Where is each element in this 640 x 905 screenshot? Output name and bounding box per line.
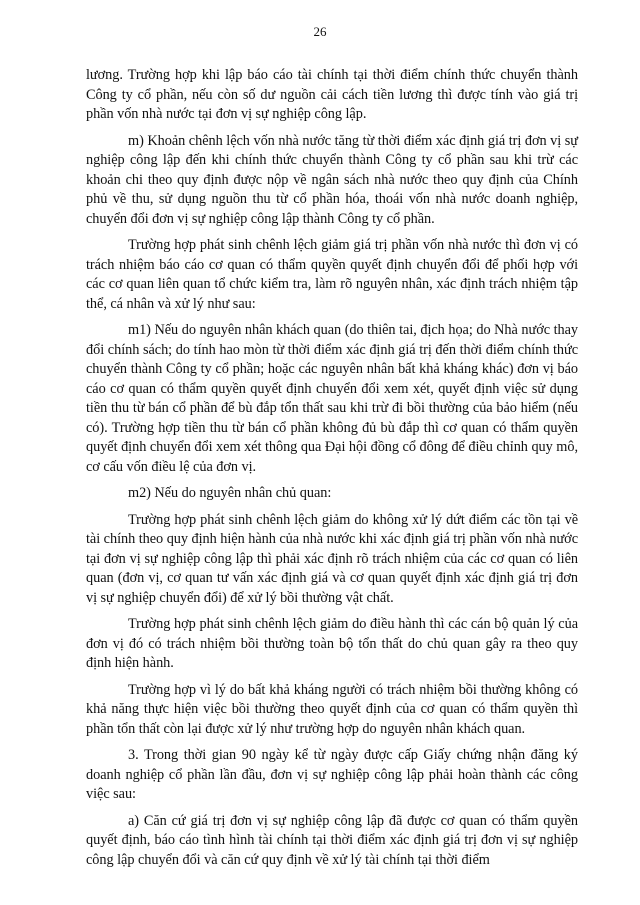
paragraph-section-3: 3. Trong thời gian 90 ngày kể từ ngày được cấp Giấy chứng nhận đăng ký doanh nghiệp cổ phần lần đầu, đơn vị sự nghiệp công lập phải hoàn thành các công việc sau:	[86, 747, 578, 802]
paragraph-decrease-case: Trường hợp phát sinh chênh lệch giảm giá trị phần vốn nhà nước thì đơn vị có trách nhiệm báo cáo cơ quan có thẩm quyền quyết định chuyển đổi để phối hợp với các cơ quan liên quan tổ chức kiểm tra, làm rõ nguyên nhân, xác định trách nhiệm tập thể, cá nhân và xử lý như sau:	[86, 237, 578, 312]
paragraph-force-majeure: Trường hợp vì lý do bất khả kháng người có trách nhiệm bồi thường không có khả năng thực hiện việc bồi thường theo quyết định của cơ quan có thẩm quyền thì phần tổn thất còn lại được xử lý như trường hợp do nguyên nhân khách quan.	[86, 681, 578, 737]
paragraph-management-decrease: Trường hợp phát sinh chênh lệch giảm do điều hành thì các cán bộ quản lý của đơn vị đó có trách nhiệm bồi thường toàn bộ tổn thất do chủ quan gây ra theo quy định hiện hành.	[86, 616, 578, 671]
paragraph-item-m: m) Khoản chênh lệch vốn nhà nước tăng từ thời điểm xác định giá trị đơn vị sự nghiệp công lập đến khi chính thức chuyển thành Công ty cổ phần sau khi trừ các khoản chi theo quy định được nộp về ngân sách nhà nước theo quy định của Chính phủ về thu, sử dụng nguồn thu từ cổ phần hóa, thoái vốn nhà nước doanh nghiệp, chuyển đổi đơn vị sự nghiệp công lập thành Công ty cổ phần.	[86, 132, 578, 227]
paragraph-unresolved-finance: Trường hợp phát sinh chênh lệch giảm do không xử lý dứt điểm các tồn tại về tài chính theo quy định hiện hành của nhà nước khi xác định giá trị phần vốn nhà nước tại đơn vị sự nghiệp công lập thì phải xác định rõ trách nhiệm của các cơ quan có liên quan (đơn vị, cơ quan tư vấn xác định giá và cơ quan quyết định xác định giá trị đơn vị sự nghiệp chuyển đổi) để xử lý bồi thường vật chất.	[86, 511, 578, 606]
paragraph-item-a: a) Căn cứ giá trị đơn vị sự nghiệp công lập đã được cơ quan có thẩm quyền quyết định, báo cáo tình hình tài chính tại thời điểm xác định giá trị đơn vị sự nghiệp công lập chuyển đổi và căn cứ quy định về xử lý tài chính tại thời điểm	[86, 812, 578, 868]
paragraph-continuation: lương. Trường hợp khi lập báo cáo tài chính tại thời điểm chính thức chuyển thành Công ty cổ phần, nếu còn số dư nguồn cải cách tiền lương thì được tính vào giá trị phần vốn nhà nước tại đơn vị sự nghiệp công lập.	[86, 67, 578, 122]
paragraph-item-m2: m2) Nếu do nguyên nhân chủ quan:	[128, 485, 332, 501]
page-number: 26	[313, 24, 327, 39]
document-body	[86, 66, 578, 877]
paragraph-item-m1: m1) Nếu do nguyên nhân khách quan (do thiên tai, địch họa; do Nhà nước thay đổi chính sách; do tính hao mòn từ thời điểm xác định giá trị đến thời điểm chính thức chuyển thành Công ty cổ phần; hoặc các nguyên nhân bất khả kháng khác) đơn vị báo cáo cơ quan có thẩm quyền quyết định chuyển đổi xem xét, quyết định việc sử dụng tiền thu từ bán cổ phần để bù đắp tổn thất sau khi trừ đi bồi thường của bảo hiểm (nếu có). Trường hợp tiền thu từ bán cổ phần không đủ bù đắp thì cơ quan có thẩm quyền quyết định chuyển đổi xem xét thông qua Đại hội đồng cổ đông để điều chỉnh quy mô, cơ cấu vốn điều lệ của đơn vị.	[86, 322, 578, 475]
